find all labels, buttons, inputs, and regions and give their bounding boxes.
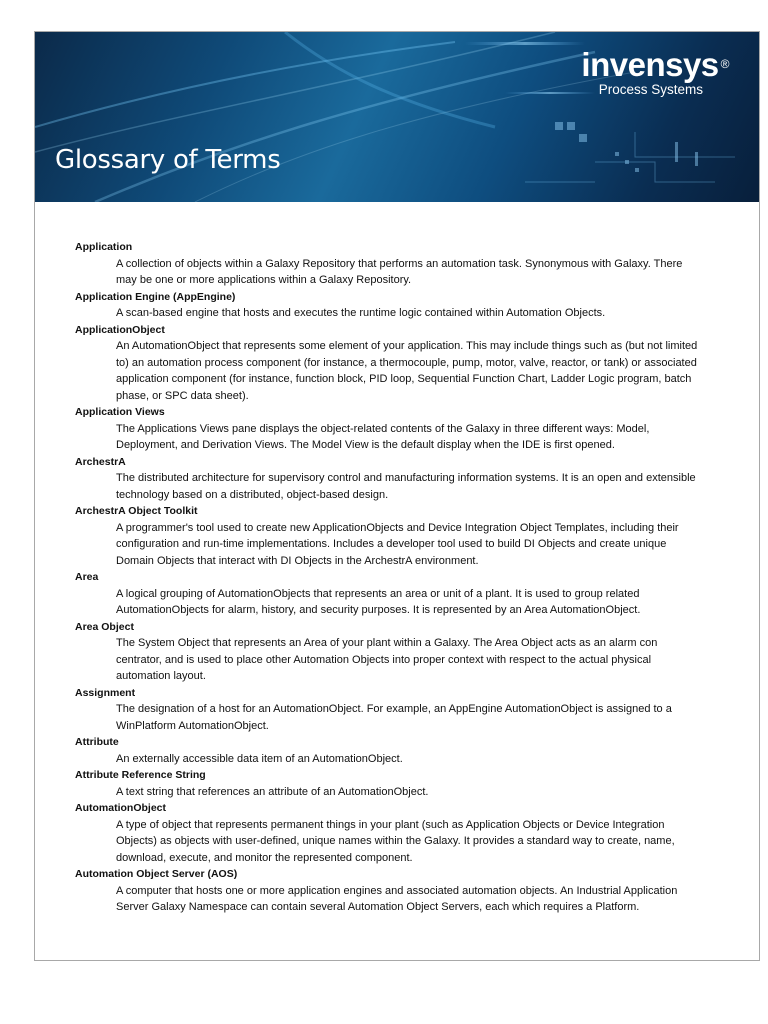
glossary-definition: A computer that hosts one or more application engines and associated automation objects. An Industrial Application Server Galaxy Namespace can contain several Automation Object Servers, each which requires a Platform. [116,884,678,913]
glossary-list [75,239,705,916]
glossary-term: Attribute [75,736,119,748]
glossary-definition: A collection of objects within a Galaxy Repository that performs an automation task. Synonymous with Galaxy. There may be one or more applications within a Galaxy Repository. [116,257,683,286]
glossary-term: Area Object [75,620,134,633]
glossary-term: ArchestrA [75,455,126,468]
registered-mark: ® [720,57,729,71]
glossary-definition: The Applications Views pane displays the object-related contents of the Galaxy in three different ways: Model, Deployment, and Derivation Views. The Model View is the default display when the IDE is first opened. [116,422,650,451]
header-banner [35,32,759,202]
glossary-definition: A programmer's tool used to create new ApplicationObjects and Device Integration Object Templates, including their configuration and run-time implementations. Includes a developer tool used to build DI Objects and create unique Domain Objects that interact with DI Objects in the ArchestrA environment. [116,521,679,567]
document-page [34,31,760,961]
logo-subtitle: Process Systems [598,82,703,97]
glossary-definition: A text string that references an attribute of an AutomationObject. [116,785,429,798]
glossary-term: Application Views [75,406,165,418]
glossary-definition: A logical grouping of AutomationObjects that represents an area or unit of a plant. It is used to group related AutomationObjects for alarm, history, and security purposes. It is represented by an Area AutomationObject. [116,587,641,616]
glossary-term: ArchestrA Object Toolkit [75,505,198,517]
glossary-term: AutomationObject [75,802,166,814]
glossary-definition: The distributed architecture for supervisory control and manufacturing information systems. It is an open and extensible technology based on a distributed, object-based design. [116,472,696,501]
glossary-term: Area [75,571,99,583]
glossary-definition: A type of object that represents permanent things in your plant (such as Application Objects or Device Integration Objects) as objects with user-defined, unique names within the Galaxy. It provides a standard way to create, name, download, execute, and monitor the represented component. [116,818,675,864]
glossary-definition: An externally accessible data item of an AutomationObject. [116,752,403,765]
glossary-term: Attribute Reference String [75,769,206,781]
glossary-term: Assignment [75,686,136,699]
logo-wordmark: invensys [581,46,719,83]
glossary-term: Application [75,241,133,253]
glossary-term: Automation Object Server (AOS) [75,868,238,880]
glossary-term: Application Engine (AppEngine) [75,290,236,303]
glossary-definition: The System Object that represents an Area of your plant within a Galaxy. The Area Object acts as an alarm con centrator, and is used to place other Automation Objects into proper context with respect to the actual physical automation layout. [116,637,658,682]
glossary-definition: A scan-based engine that hosts and executes the runtime logic contained within Automation Objects. [116,307,606,319]
page-title: Glossary of Terms [55,145,281,175]
glossary-definition: The designation of a host for an AutomationObject. For example, an AppEngine AutomationObject is assigned to a WinPlatform AutomationObject. [116,703,672,732]
glossary-term: ApplicationObject [75,323,165,336]
invensys-logo [581,48,729,81]
glossary-definition: An AutomationObject that represents some element of your application. This may include things such as (but not limited to) an automation process component (for instance, a thermocouple, pump, motor, valve, reactor, or tank) or associated application component (for instance, function block, PID loop, Sequential Function Chart, Ladder Logic program, batch phase, or SPC data sheet). [116,340,698,402]
